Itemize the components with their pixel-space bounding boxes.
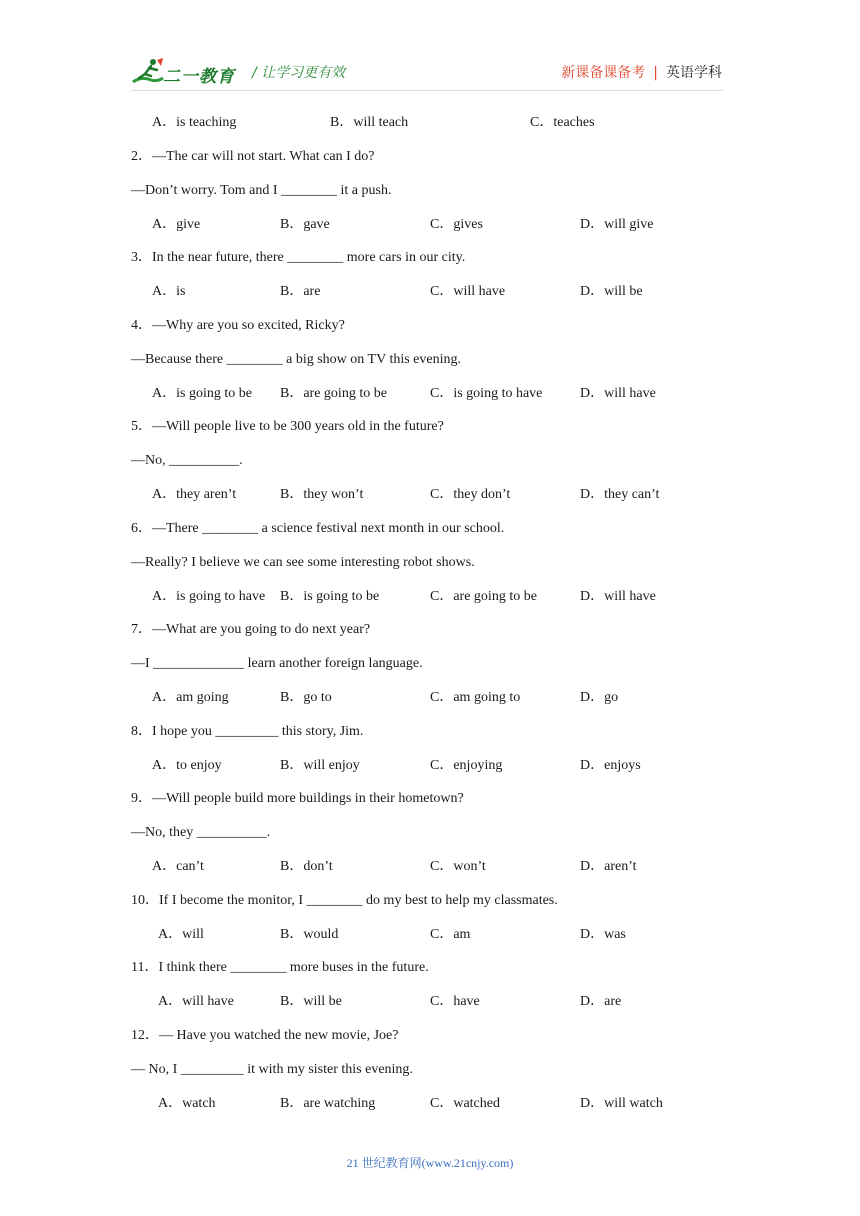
header-separator: |	[653, 65, 658, 81]
page-header	[0, 0, 860, 100]
q1-option-b: B．will teach	[330, 115, 409, 130]
q2-line2: —Don’t worry. Tom and I ________ it a push.	[131, 183, 392, 198]
q1-option-c: C．teaches	[530, 115, 595, 130]
logo-text: 二一教育	[163, 67, 235, 87]
q3-option-a: A．is	[152, 284, 186, 299]
slogan: / 让学习更有效	[252, 65, 346, 81]
q7-line2: —I _____________ learn another foreign language.	[131, 656, 423, 671]
q10-option-c: C．am	[430, 927, 471, 942]
q12-option-b: B．are watching	[280, 1096, 376, 1111]
logo	[131, 56, 243, 90]
q3-stem: 3．In the near future, there ________ more cars in our city.	[131, 250, 466, 265]
q7-option-d: D．go	[580, 690, 619, 705]
q7-stem: 7．—What are you going to do next year?	[131, 622, 371, 637]
q11-option-c: C．have	[430, 994, 480, 1009]
q12-option-a: A．watch	[158, 1096, 216, 1111]
q12-option-c: C．watched	[430, 1096, 500, 1111]
page-footer: 21 世纪教育网(www.21cnjy.com)	[346, 1156, 514, 1170]
q5-stem: 5．—Will people live to be 300 years old in the future?	[131, 419, 444, 434]
q12-line2: — No, I _________ it with my sister this evening.	[131, 1062, 413, 1077]
q11-option-a: A．will have	[158, 994, 234, 1009]
q6-stem: 6．—There ________ a science festival next month in our school.	[131, 521, 505, 536]
q6-line2: —Really? I believe we can see some interesting robot shows.	[131, 555, 475, 570]
q11-option-b: B．will be	[280, 994, 342, 1009]
q7-option-b: B．go to	[280, 690, 332, 705]
header-course-label: 新课备课备考	[561, 65, 646, 81]
q11-stem: 11．I think there ________ more buses in the future.	[131, 960, 429, 975]
q9-stem: 9．—Will people build more buildings in their hometown?	[131, 791, 464, 806]
q8-option-d: D．enjoys	[580, 758, 641, 773]
q8-option-a: A．to enjoy	[152, 758, 222, 773]
q6-option-c: C．are going to be	[430, 589, 537, 604]
q2-option-c: C．gives	[430, 217, 483, 232]
q2-option-d: D．will give	[580, 217, 654, 232]
q12-stem: 12．— Have you watched the new movie, Joe?	[131, 1028, 399, 1043]
q5-line2: —No, __________.	[131, 453, 243, 468]
q8-option-c: C．enjoying	[430, 758, 503, 773]
q9-option-d: D．aren’t	[580, 859, 637, 874]
q9-option-c: C．won’t	[430, 859, 486, 874]
q1-option-a: A．is teaching	[152, 115, 237, 130]
q2-option-b: B．gave	[280, 217, 330, 232]
q4-line2: —Because there ________ a big show on TV this evening.	[131, 352, 461, 367]
q6-option-b: B．is going to be	[280, 589, 380, 604]
q8-option-b: B．will enjoy	[280, 758, 360, 773]
header-divider	[131, 90, 723, 91]
q3-option-d: D．will be	[580, 284, 643, 299]
q9-line2: —No, they __________.	[131, 825, 271, 840]
q4-option-c: C．is going to have	[430, 386, 543, 401]
q12-option-d: D．will watch	[580, 1096, 663, 1111]
header-subject-label: 英语学科	[666, 65, 722, 81]
q4-stem: 4．—Why are you so excited, Ricky?	[131, 318, 345, 333]
q2-option-a: A．give	[152, 217, 201, 232]
q4-option-b: B．are going to be	[280, 386, 387, 401]
q8-stem: 8．I hope you _________ this story, Jim.	[131, 724, 364, 739]
q2-stem: 2．—The car will not start. What can I do?	[131, 149, 375, 164]
q5-option-d: D．they can’t	[580, 487, 660, 502]
q11-option-d: D．are	[580, 994, 622, 1009]
q4-option-a: A．is going to be	[152, 386, 252, 401]
q10-option-b: B．would	[280, 927, 339, 942]
q10-option-d: D．was	[580, 927, 626, 942]
q10-option-a: A．will	[158, 927, 204, 942]
q4-option-d: D．will have	[580, 386, 656, 401]
header-subject	[561, 62, 722, 82]
q7-option-c: C．am going to	[430, 690, 521, 705]
q3-option-b: B．are	[280, 284, 321, 299]
q5-option-c: C．they don’t	[430, 487, 511, 502]
q5-option-a: A．they aren’t	[152, 487, 237, 502]
running-figure-icon	[131, 56, 165, 90]
q5-option-b: B．they won’t	[280, 487, 364, 502]
q9-option-a: A．can’t	[152, 859, 204, 874]
q9-option-b: B．don’t	[280, 859, 333, 874]
q3-option-c: C．will have	[430, 284, 506, 299]
q6-option-a: A．is going to have	[152, 589, 266, 604]
q7-option-a: A．am going	[152, 690, 229, 705]
q6-option-d: D．will have	[580, 589, 656, 604]
q10-stem: 10．If I become the monitor, I ________ do my best to help my classmates.	[131, 893, 558, 908]
